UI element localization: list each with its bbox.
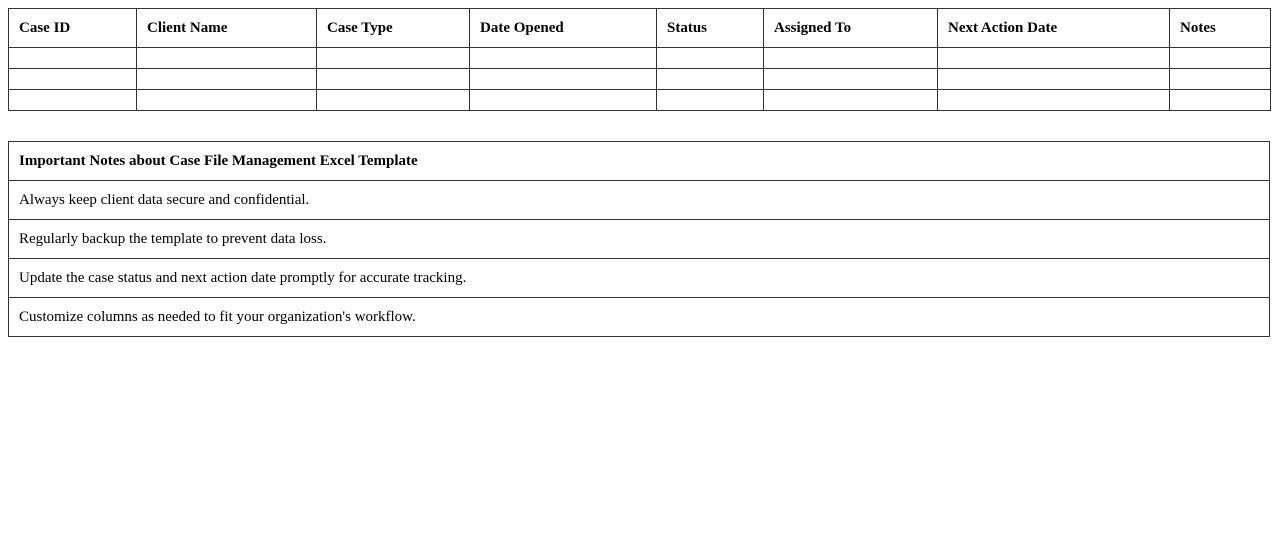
- table-cell[interactable]: [470, 48, 657, 69]
- note-text: Customize columns as needed to fit your organization's workflow.: [9, 298, 1270, 337]
- table-cell[interactable]: [764, 90, 938, 111]
- column-header-client-name: Client Name: [137, 9, 317, 48]
- table-row: [9, 69, 1271, 90]
- table-cell[interactable]: [764, 69, 938, 90]
- table-cell[interactable]: [1170, 69, 1271, 90]
- table-cell[interactable]: [137, 69, 317, 90]
- list-item: [9, 259, 1270, 298]
- table-cell[interactable]: [9, 69, 137, 90]
- note-text: Update the case status and next action date promptly for accurate tracking.: [9, 259, 1270, 298]
- table-cell[interactable]: [938, 69, 1170, 90]
- table-cell[interactable]: [657, 69, 764, 90]
- list-item: [9, 181, 1270, 220]
- list-item: [9, 220, 1270, 259]
- table-row: [9, 90, 1271, 111]
- table-cell[interactable]: [657, 48, 764, 69]
- table-cell[interactable]: [9, 48, 137, 69]
- notes-header-row: [9, 142, 1270, 181]
- table-cell[interactable]: [317, 90, 470, 111]
- important-notes-table: [8, 141, 1270, 337]
- column-header-case-id: Case ID: [9, 9, 137, 48]
- table-cell[interactable]: [470, 90, 657, 111]
- column-header-date-opened: Date Opened: [470, 9, 657, 48]
- table-cell[interactable]: [470, 69, 657, 90]
- table-cell[interactable]: [657, 90, 764, 111]
- header-row: [9, 9, 1271, 48]
- column-header-assigned-to: Assigned To: [764, 9, 938, 48]
- table-cell[interactable]: [764, 48, 938, 69]
- column-header-notes: Notes: [1170, 9, 1271, 48]
- column-header-case-type: Case Type: [317, 9, 470, 48]
- table-row: [9, 48, 1271, 69]
- notes-title: Important Notes about Case File Management Excel Template: [9, 142, 1270, 181]
- table-cell[interactable]: [938, 48, 1170, 69]
- column-header-next-action-date: Next Action Date: [938, 9, 1170, 48]
- note-text: Regularly backup the template to prevent data loss.: [9, 220, 1270, 259]
- table-cell[interactable]: [317, 69, 470, 90]
- list-item: [9, 298, 1270, 337]
- case-file-table: [8, 8, 1271, 111]
- table-cell[interactable]: [1170, 48, 1271, 69]
- table-cell[interactable]: [137, 48, 317, 69]
- note-text: Always keep client data secure and confidential.: [9, 181, 1270, 220]
- table-cell[interactable]: [317, 48, 470, 69]
- table-cell[interactable]: [137, 90, 317, 111]
- table-cell[interactable]: [938, 90, 1170, 111]
- table-cell[interactable]: [1170, 90, 1271, 111]
- column-header-status: Status: [657, 9, 764, 48]
- table-cell[interactable]: [9, 90, 137, 111]
